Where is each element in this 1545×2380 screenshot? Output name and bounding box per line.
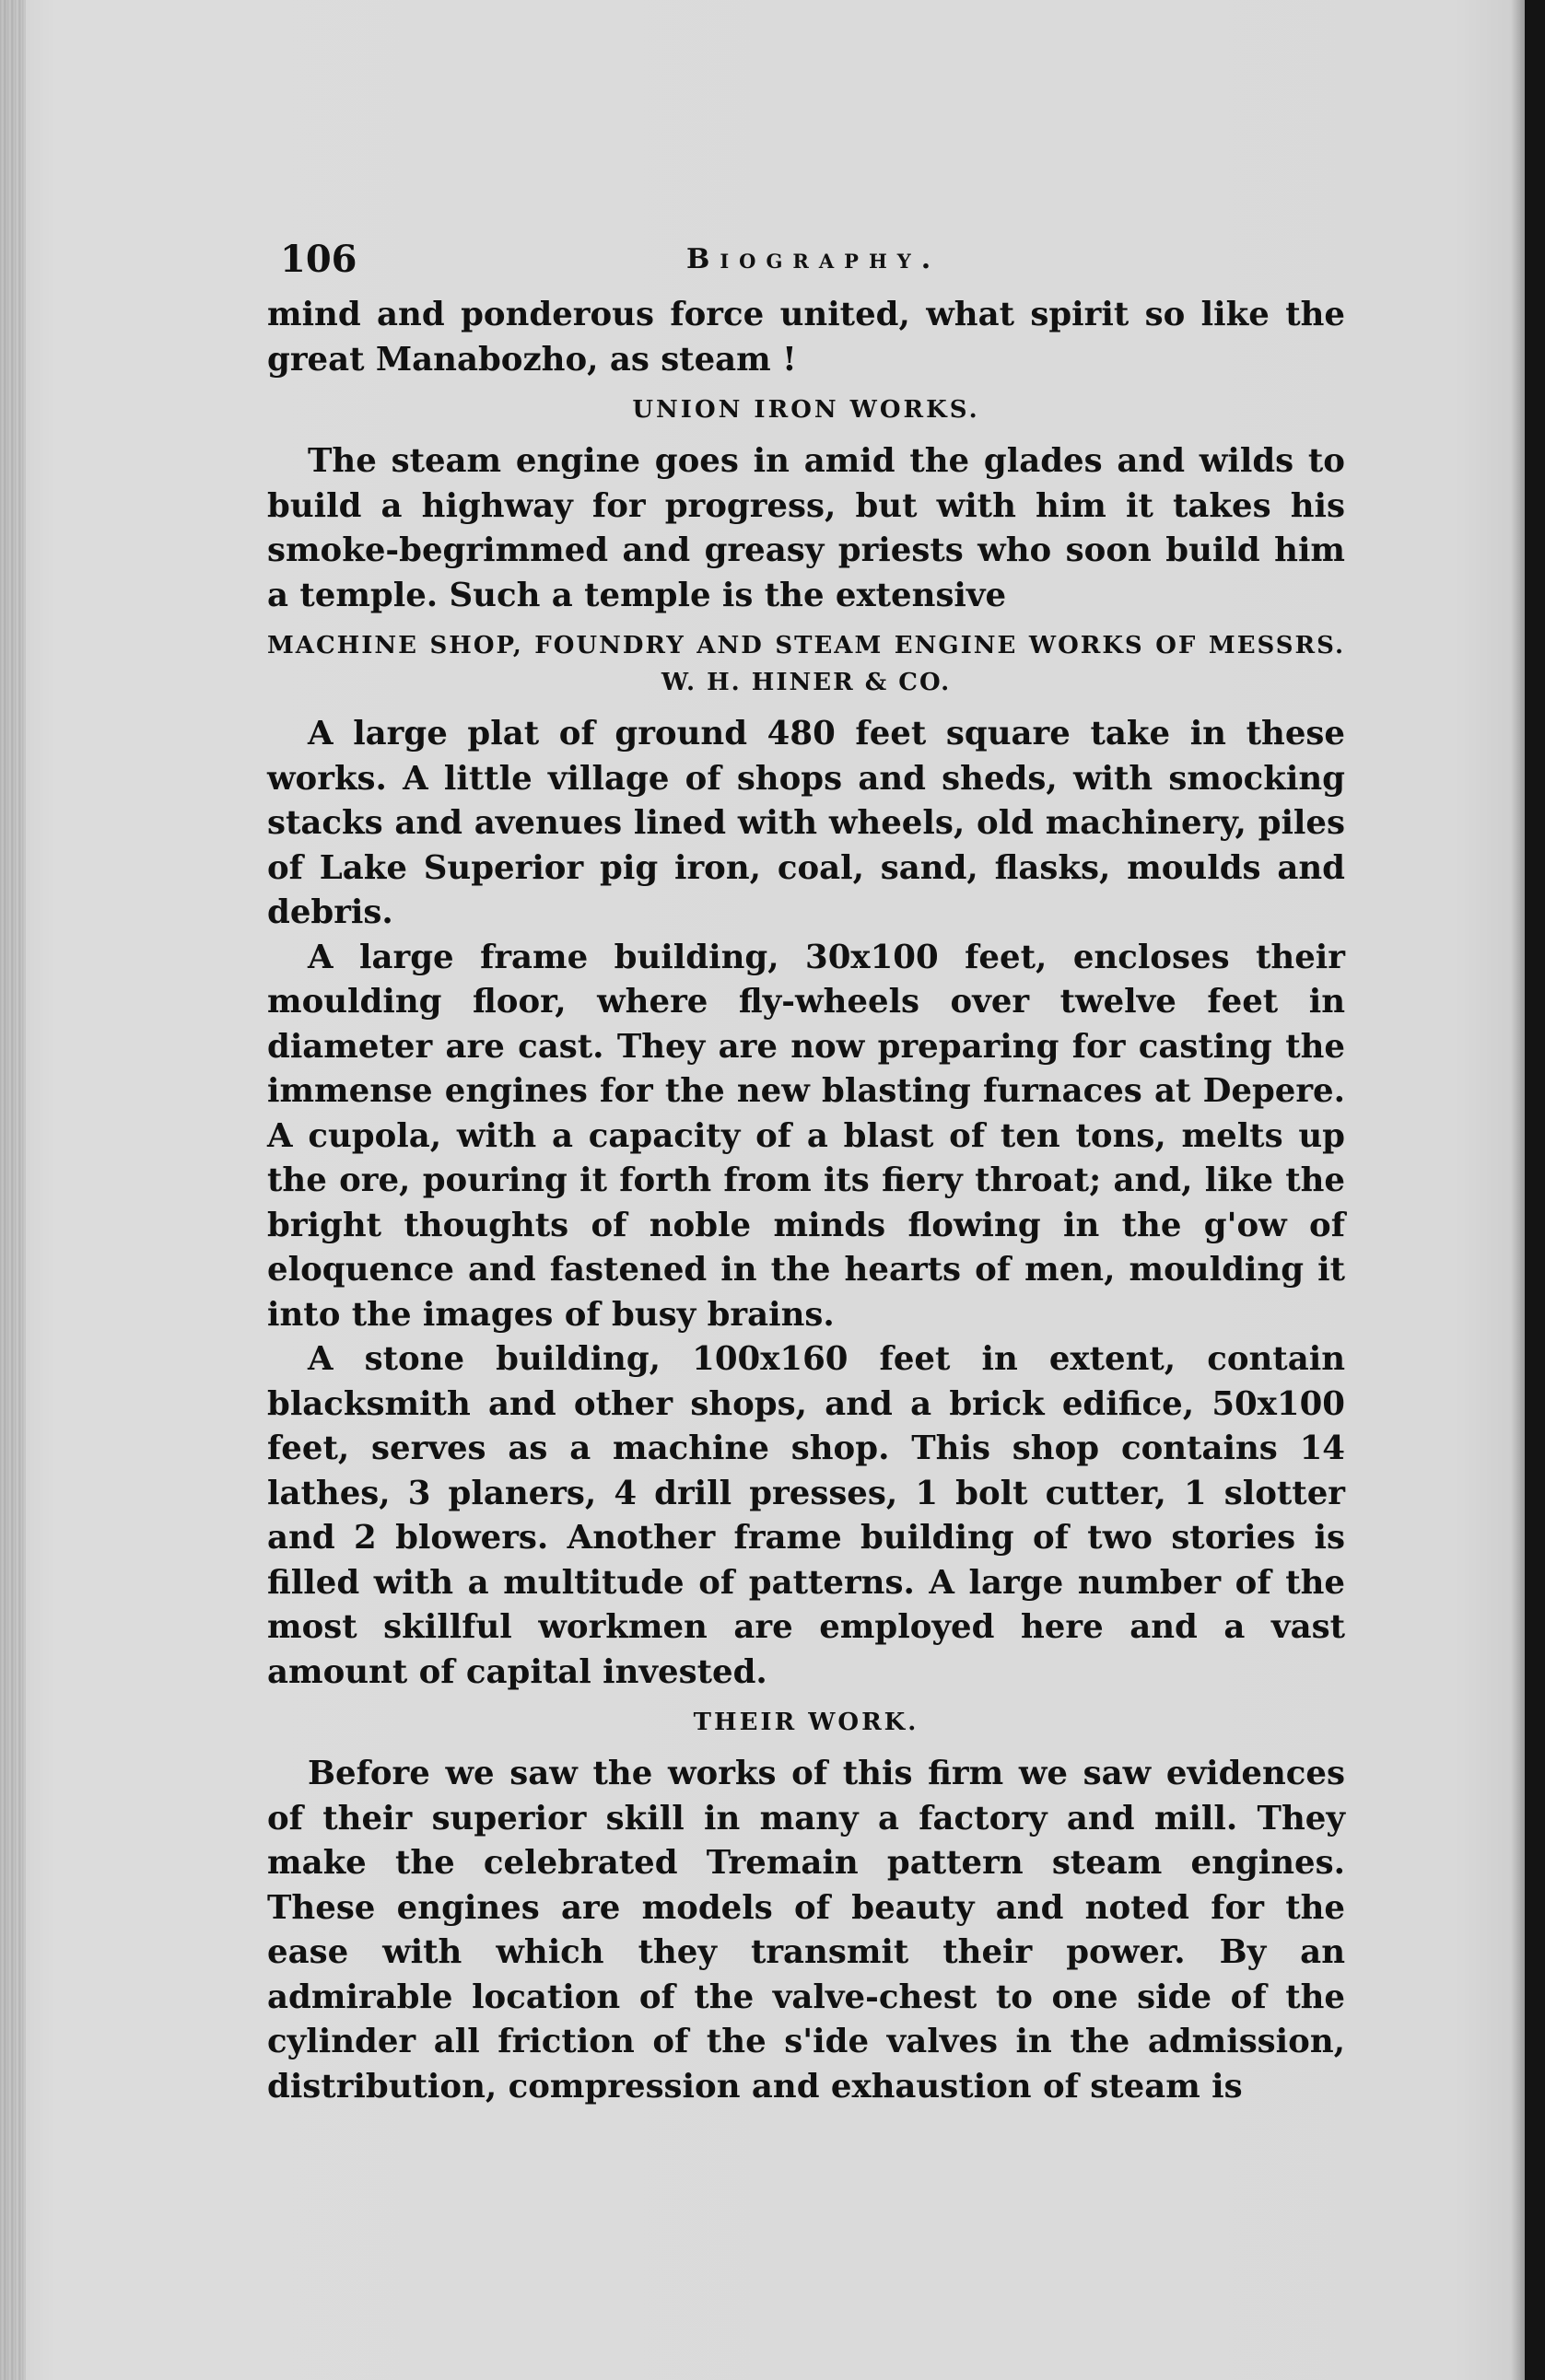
paragraph-plat-of-ground: A large plat of ground 480 feet square take in these works. A little village of shops and sheds, with smocking stacks and avenues lined with wheels, old machinery, piles of Lake Superior pig iron, coal, sand, flasks, moulds and debris. xyxy=(267,715,1345,931)
paragraph-stone-building: A stone building, 100x160 feet in extent, contain blacksmith and other shops, and a brick edifice, 50x100 feet, serves as a machine shop. This shop contains 14 lathes, 3 planers, 4 drill presses, 1 bolt cutter, 1 slotter and 2 blowers. Another frame building of two stories is filled with a multitude of patterns. A large number of the most skillful workmen are employed here and a vast amount of capital invested. xyxy=(267,1340,1345,1691)
running-title: Biography. xyxy=(686,243,942,275)
section-heading-machine-shop: MACHINE SHOP, FOUNDRY AND STEAM ENGINE WORKS OF MESSRS. W. H. HINER & CO. xyxy=(267,632,1345,696)
running-head xyxy=(267,238,1354,293)
section-heading-union-iron-works: UNION IRON WORKS. xyxy=(632,396,980,424)
paragraph-continuation: mind and ponderous force united, what spirit so like the great Manabozho, as steam ! xyxy=(267,296,1345,379)
paragraph-frame-building: A large frame building, 30x100 feet, encloses their moulding floor, where fly-wheels over twelve feet in diameter are cast. They are now preparing for casting the immense engines for the new blasting furnaces at Depere. A cupola, with a capacity of a blast of ten tons, melts up the ore, pouring it forth from its fiery throat; and, like the bright thoughts of noble minds flowing in the g'ow of eloquence and fastened in the hearts of men, moulding it into the images of busy brains. xyxy=(267,938,1345,1334)
page-body xyxy=(267,293,1354,2109)
section-heading-their-work: THEIR WORK. xyxy=(693,1709,919,1736)
paragraph-steam-engine: The steam engine goes in amid the glades and wilds to build a highway for progress, but with him it takes his smoke-begrimmed and greasy priests who soon build him a temple. Such a temple is the extensive xyxy=(267,442,1345,614)
page-stack-edge xyxy=(0,0,26,2380)
scan-dark-border xyxy=(1525,0,1545,2380)
paragraph-their-work: Before we saw the works of this firm we saw evidences of their superior skill in many a factory and mill. They make the celebrated Tremain pattern steam engines. These engines are models of beauty and noted for the ease with which they transmit their power. By an admirable location of the valve-chest to one side of the cylinder all friction of the s'ide valves in the admission, distribution, compression and exhaustion of steam is xyxy=(267,1755,1345,2106)
page-number: 106 xyxy=(280,238,357,281)
book-page xyxy=(267,238,1354,2109)
